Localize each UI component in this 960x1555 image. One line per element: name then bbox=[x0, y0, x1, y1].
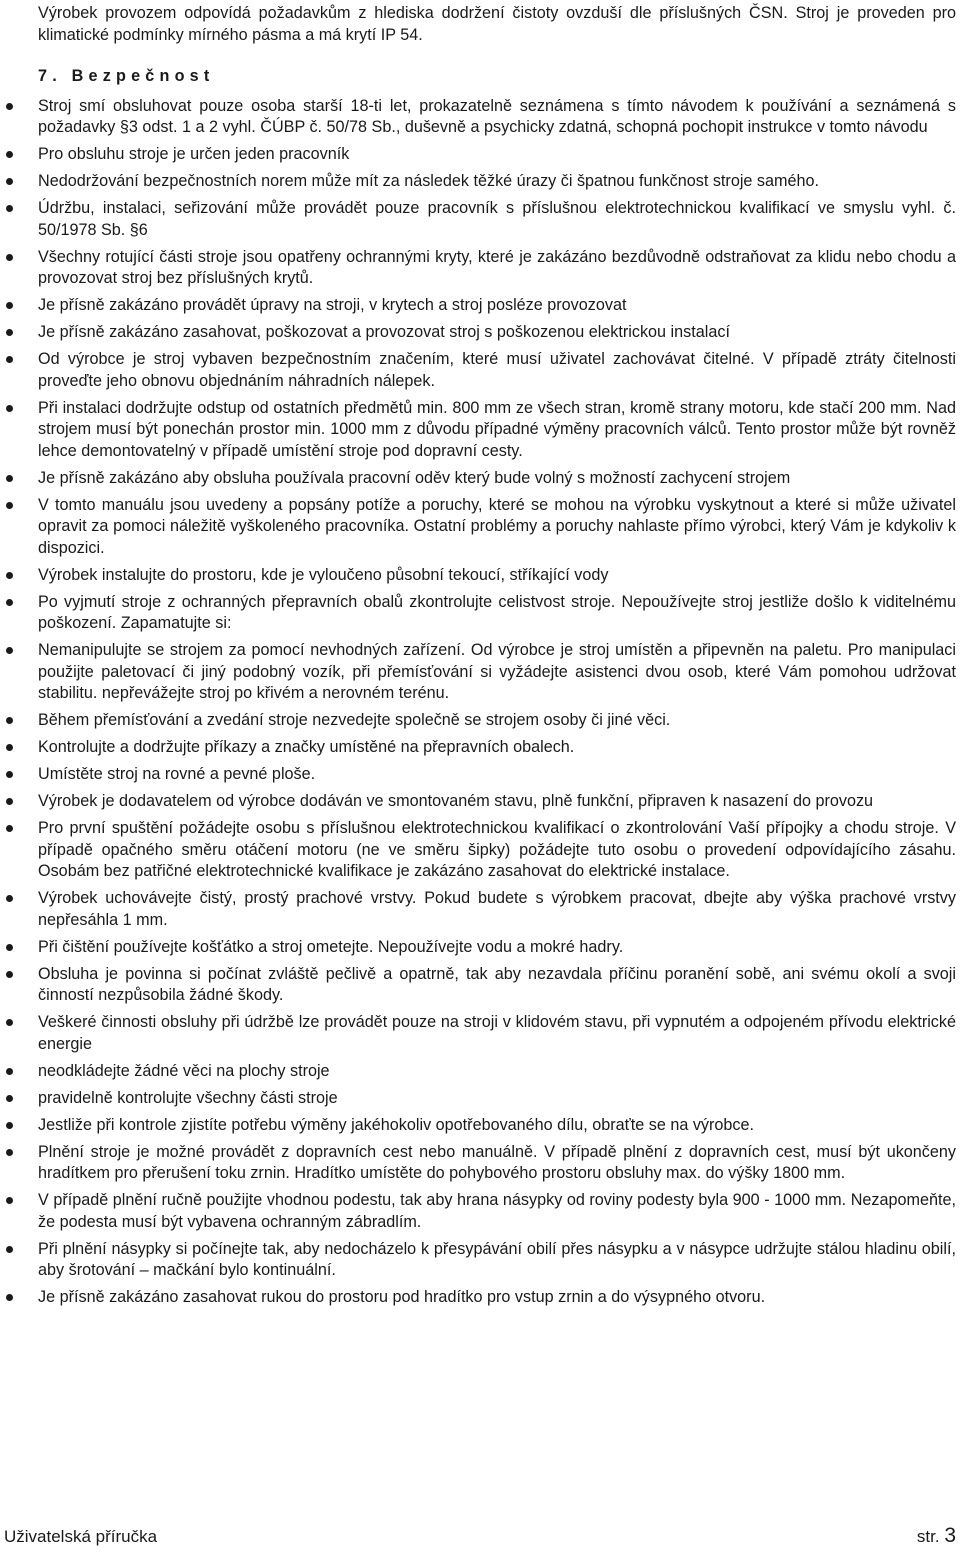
bullet-icon bbox=[6, 356, 13, 363]
list-item-text: Plnění stroje je možné provádět z dopravních cest nebo manuálně. V případě plnění z dopravních cest, musí být ukončeny hradítkem pro přerušení toku zrnin. Hradítko umístěte do pohybového prostoru obsluhy max. do výšky 1800 mm. bbox=[38, 1142, 956, 1182]
list-item bbox=[38, 937, 956, 959]
bullet-icon bbox=[6, 1095, 13, 1102]
section-title: Bezpečnost bbox=[71, 67, 215, 85]
list-item bbox=[38, 565, 956, 587]
bullet-icon bbox=[6, 302, 13, 309]
bullet-icon bbox=[6, 798, 13, 805]
list-item-text: Údržbu, instalaci, seřizování může provádět pouze pracovník s příslušnou elektrotechnickou kvalifikací ve smyslu vyhl. č. 50/1978 Sb. §6 bbox=[38, 199, 956, 239]
bullet-icon bbox=[6, 647, 13, 654]
bullet-icon bbox=[6, 944, 13, 951]
list-item bbox=[38, 1115, 956, 1137]
bullet-icon bbox=[6, 1294, 13, 1301]
bullet-icon bbox=[6, 971, 13, 978]
bullet-icon bbox=[6, 1246, 13, 1253]
list-item-text: Výrobek instalujte do prostoru, kde je vyloučeno působní tekoucí, stříkající vody bbox=[38, 565, 609, 584]
bullet-icon bbox=[6, 1068, 13, 1075]
list-item-text: Je přísně zakázáno zasahovat, poškozovat a provozovat stroj s poškozenou elektrickou instalací bbox=[38, 323, 730, 341]
list-item bbox=[38, 1287, 956, 1309]
bullet-icon bbox=[6, 151, 13, 158]
list-item-text: Je přísně zakázáno aby obsluha používala pracovní oděv který bude volný s možností zachycení strojem bbox=[38, 468, 791, 487]
bullet-icon bbox=[6, 1122, 13, 1129]
list-item bbox=[38, 322, 956, 344]
list-item-text: Pro první spuštění požádejte osobu s příslušnou elektrotechnickou kvalifikací o zkontrolování Vaší přípojky a chodu stroje. V případě opačného směru otáčení motoru (ne ve směru šipky) požádejte tuto osobu o provedení odpovídajícího zásahu. Osobám bez patřičné elektrotechnické kvalifikace je zakázáno zasahovat do elektrické instalace. bbox=[38, 819, 956, 880]
list-item bbox=[38, 398, 956, 463]
list-item bbox=[38, 710, 956, 732]
bullet-icon bbox=[6, 405, 13, 412]
list-item-text: Pro obsluhu stroje je určen jeden pracovník bbox=[38, 145, 350, 163]
list-item-text: Umístěte stroj na rovné a pevné ploše. bbox=[38, 765, 316, 783]
footer-page bbox=[917, 1524, 956, 1548]
section-number: 7. bbox=[38, 67, 62, 85]
list-item bbox=[38, 1012, 956, 1055]
list-item bbox=[38, 818, 956, 883]
bullet-icon bbox=[6, 205, 13, 212]
list-item bbox=[38, 295, 956, 317]
list-item bbox=[38, 964, 956, 1007]
list-item-text: Nedodržování bezpečnostních norem může mít za následek těžké úrazy či špatnou funkčnost stroje samého. bbox=[38, 172, 820, 190]
list-item bbox=[38, 495, 956, 560]
list-item bbox=[38, 96, 956, 139]
section-heading bbox=[38, 66, 956, 88]
list-item-text: Jestliže při kontrole zjistíte potřebu výměny jakéhokoliv opotřebovaného dílu, obraťte se na výrobce. bbox=[38, 1115, 755, 1134]
bullet-icon bbox=[6, 1149, 13, 1156]
page-footer bbox=[4, 1524, 956, 1552]
list-item bbox=[38, 1061, 956, 1083]
bullet-icon bbox=[6, 1019, 13, 1026]
list-item-text: Je přísně zakázáno provádět úpravy na stroji, v krytech a stroj posléze provozovat bbox=[38, 296, 627, 314]
list-item bbox=[38, 737, 956, 759]
list-item bbox=[38, 1142, 956, 1185]
list-item bbox=[38, 764, 956, 786]
list-item-text: V případě plnění ručně použijte vhodnou podestu, tak aby hrana násypky od roviny podesty byla 900 - 1000 mm. Nezapomeňte, že podesta musí být vybavena ochranným zábradlím. bbox=[38, 1191, 956, 1231]
list-item-text: V tomto manuálu jsou uvedeny a popsány potíže a poruchy, které se mohou na výrobku vyskytnout a které si může uživatel opravit za pomoci náležitě vyškoleného pracovníka. Ostatní problémy a poruchy nahlaste přímo výrobci, který Vám je kdykoliv k dispozici. bbox=[38, 495, 956, 557]
list-item-text: Po vyjmutí stroje z ochranných přepravních obalů zkontrolujte celistvost stroje. Nepoužívejte stroj jestliže došlo k viditelnému poškození. Zapamatujte si: bbox=[38, 592, 956, 632]
list-item-text: Při plnění násypky si počínejte tak, aby nedocházelo k přesypávání obilí přes násypku a v násypce udržujte stálou hladinu obilí, aby šrotování – mačkání bylo kontinuální. bbox=[38, 1239, 956, 1279]
list-item bbox=[38, 888, 956, 931]
bullet-icon bbox=[6, 771, 13, 778]
list-item bbox=[38, 791, 956, 813]
list-item-text: Výrobek je dodavatelem od výrobce dodáván ve smontovaném stavu, plně funkční, připraven k nasazení do provozu bbox=[38, 792, 874, 810]
bullet-icon bbox=[6, 103, 13, 110]
list-item bbox=[38, 247, 956, 290]
list-item-text: Stroj smí obsluhovat pouze osoba starší 18-ti let, prokazatelně seznámena s tímto návodem k používání a seznámená s požadavky §3 odst. 1 a 2 vyhl. ČÚBP č. 50/78 Sb., duševně a psychicky zdatná, schopná pochopit instrukce v tomto návodu bbox=[38, 96, 956, 136]
list-item bbox=[38, 171, 956, 193]
footer-title: Uživatelská příručka bbox=[4, 1527, 158, 1546]
list-item bbox=[38, 144, 956, 166]
bullet-icon bbox=[6, 825, 13, 832]
list-item-text: Během přemísťování a zvedání stroje nezvedejte společně se strojem osoby či jiné věci. bbox=[38, 711, 671, 729]
list-item-text: Obsluha je povinna si počínat zvláště pečlivě a opatrně, tak aby nezavdala příčinu poranění sobě, ani svému okolí a svoji činností nezpůsobila žádné škody. bbox=[38, 964, 956, 1004]
bullet-icon bbox=[6, 475, 13, 482]
bullet-icon bbox=[6, 717, 13, 724]
list-item-text: Všechny rotující části stroje jsou opatřeny ochrannými kryty, které je zakázáno bezdůvodně odstraňovat za klidu nebo chodu a provozovat stroj bez příslušných krytů. bbox=[38, 247, 956, 287]
list-item-text: pravidelně kontrolujte všechny části stroje bbox=[38, 1088, 338, 1107]
list-item-text: Při čištění používejte košťátko a stroj ometejte. Nepoužívejte vodu a mokré hadry. bbox=[38, 937, 624, 956]
bullet-icon bbox=[6, 744, 13, 751]
list-item bbox=[38, 592, 956, 635]
list-item-text: Kontrolujte a dodržujte příkazy a značky umístěné na přepravních obalech. bbox=[38, 738, 575, 756]
document-body bbox=[38, 0, 956, 1314]
list-item bbox=[38, 468, 956, 490]
list-item bbox=[38, 1088, 956, 1110]
list-item bbox=[38, 1239, 956, 1282]
list-item-text: Při instalaci dodržujte odstup od ostatních předmětů min. 800 mm ze všech stran, kromě strany motoru, kde stačí 200 mm. Nad strojem musí být ponechán prostor min. 1000 mm z důvodu případné výměny pracovních válců. Tento prostor může být rovněž lehce demontovatelný v případě umístění stroje pod dopravní cesty. bbox=[38, 398, 956, 460]
list-item bbox=[38, 1190, 956, 1233]
list-item bbox=[38, 349, 956, 392]
page-label: str. bbox=[916, 1527, 940, 1546]
list-item bbox=[38, 640, 956, 705]
bullet-icon bbox=[6, 572, 13, 579]
bullet-icon bbox=[6, 1197, 13, 1204]
list-item bbox=[38, 198, 956, 241]
list-item-text: Nemanipulujte se strojem za pomocí nevhodných zařízení. Od výrobce je stroj umístěn a připevněn na paletu. Pro manipulaci použijte paletovací či jiný podobný vozík, při přemísťování si vyžádejte asistenci dvou osob, které Vám pomohou udržovat stabilitu. nepřevážejte stroj po křivém a nerovném terénu. bbox=[38, 641, 956, 702]
list-item-text: Výrobek uchovávejte čistý, prostý prachové vrstvy. Pokud budete s výrobkem pracovat, dbejte aby výška prachové vrstvy nepřesáhla 1 mm. bbox=[38, 889, 956, 929]
bullet-icon bbox=[6, 329, 13, 336]
bullet-icon bbox=[6, 502, 13, 509]
intro-paragraph: Výrobek provozem odpovídá požadavkům z hlediska dodržení čistoty ovzduší dle příslušných ČSN. Stroj je proveden pro klimatické podmínky mírného pásma a má krytí IP 54. bbox=[38, 4, 956, 44]
page-number: 3 bbox=[944, 1524, 956, 1547]
list-item-text: Od výrobce je stroj vybaven bezpečnostním značením, které musí uživatel zachovávat čitelné. V případě ztráty čitelnosti proveďte jeho obnovu objednáním náhradních nálepek. bbox=[38, 350, 956, 390]
bullet-icon bbox=[6, 599, 13, 606]
bullet-icon bbox=[6, 895, 13, 902]
bullet-icon bbox=[6, 178, 13, 185]
safety-rules-list bbox=[38, 96, 956, 1309]
list-item-text: Je přísně zakázáno zasahovat rukou do prostoru pod hradítko pro vstup zrnin a do výsypného otvoru. bbox=[38, 1288, 766, 1306]
list-item-text: Veškeré činnosti obsluhy při údržbě lze provádět pouze na stroji v klidovém stavu, při vypnutém a odpojeném přívodu elektrické energie bbox=[38, 1013, 956, 1053]
list-item-text: neodkládejte žádné věci na plochy stroje bbox=[38, 1061, 330, 1080]
bullet-icon bbox=[6, 254, 13, 261]
